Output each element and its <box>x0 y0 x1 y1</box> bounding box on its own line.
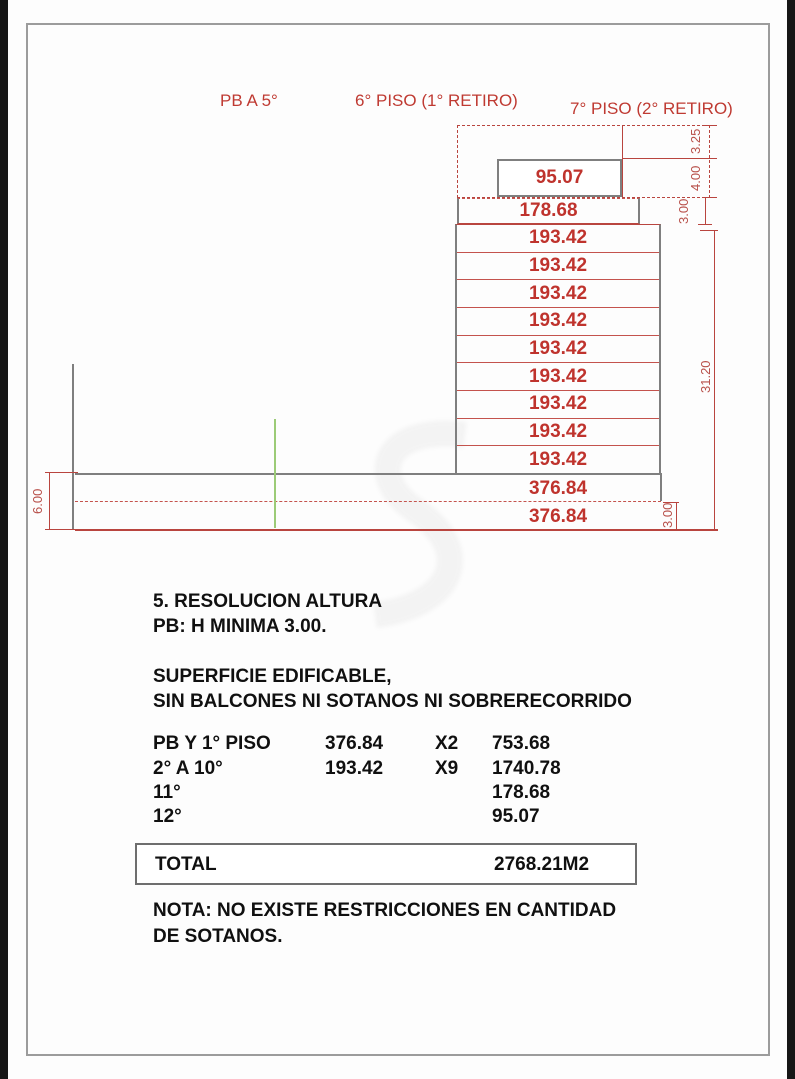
dim-text-4-00: 4.00 <box>688 165 703 192</box>
label-7-piso-retiro: 7° PISO (2° RETIRO) <box>570 99 733 118</box>
setback-line-green <box>274 419 276 528</box>
total-value: 2768.21M2 <box>494 854 590 875</box>
tower-floor-row <box>457 363 659 391</box>
floor-11-box <box>457 198 640 224</box>
retiro-2-divider-line <box>622 125 623 198</box>
floor-area-value: 193.42 <box>528 421 588 443</box>
floor-area-value: 193.42 <box>528 227 588 249</box>
podium-top-line <box>75 473 661 475</box>
scan-edge-left <box>0 0 8 1079</box>
dim-text-6-00: 6.00 <box>30 488 45 514</box>
floor-12-area: 95.07 <box>535 167 584 188</box>
tower-floors <box>455 224 661 473</box>
row-label: PB Y 1° PISO <box>153 733 271 754</box>
tower-floor-row <box>457 308 659 336</box>
dim-text-31-20: 31.20 <box>698 360 713 394</box>
note-pb-h-minima: PB: H MINIMA 3.00. <box>153 616 327 637</box>
floor-12-box <box>497 159 622 197</box>
floor-area-value: 193.42 <box>528 310 588 332</box>
floor-area-value: 193.42 <box>528 448 588 470</box>
table-row <box>0 806 795 830</box>
retiro-2-step-line <box>622 158 710 159</box>
dim-tick <box>700 230 718 231</box>
label-pb-a-5: PB A 5° <box>220 91 278 110</box>
tower-floor-row <box>457 391 659 419</box>
row-subtotal: 95.07 <box>492 806 540 827</box>
row-label: 2° A 10° <box>153 758 223 779</box>
scan-edge-right <box>787 0 795 1079</box>
dim-line-3-00-bottom <box>676 502 677 529</box>
table-row <box>0 733 795 757</box>
label-6-piso-retiro: 6° PISO (1° RETIRO) <box>355 91 518 110</box>
row-label: 12° <box>153 806 182 827</box>
floor-area-value: 193.42 <box>528 282 588 304</box>
ground-line <box>75 529 718 531</box>
floor-11-area: 178.68 <box>519 200 578 221</box>
tower-floor-row <box>457 225 659 253</box>
dim-tick <box>698 224 712 225</box>
dim-line-31-20 <box>714 230 715 529</box>
table-row <box>0 782 795 806</box>
floor-area-value: 193.42 <box>528 393 588 415</box>
tower-floor-row <box>457 280 659 308</box>
dim-tick <box>703 158 717 159</box>
nota-line-1: NOTA: NO EXISTE RESTRICCIONES EN CANTIDAD <box>153 900 617 921</box>
note-superficie-edificable: SUPERFICIE EDIFICABLE, <box>153 666 392 687</box>
floor-area-value: 193.42 <box>528 338 588 360</box>
nota-line-2: DE SOTANOS. <box>153 926 283 947</box>
dim-line-6-00 <box>49 473 50 529</box>
dim-tick <box>703 125 717 126</box>
row-subtotal: 1740.78 <box>492 758 561 779</box>
dim-text-3-25: 3.25 <box>688 128 703 155</box>
row-area: 376.84 <box>325 733 384 754</box>
tower-floor-row <box>457 419 659 447</box>
floor-area-value: 376.84 <box>528 478 588 499</box>
lot-boundary-line-left <box>72 364 74 529</box>
tower-floor-row <box>457 446 659 473</box>
row-subtotal: 178.68 <box>492 782 551 803</box>
note-sin-balcones: SIN BALCONES NI SOTANOS NI SOBRERECORRIDO <box>153 691 632 712</box>
dim-line-3-00-top <box>705 198 706 224</box>
podium-mid-dashed-line <box>75 501 661 502</box>
row-label: 11° <box>153 782 181 803</box>
tower-floor-row <box>457 253 659 281</box>
table-row <box>0 758 795 782</box>
podium-floor-row <box>455 506 661 528</box>
row-multiplier: X2 <box>435 733 459 754</box>
dim-text-3-00-top: 3.00 <box>676 198 691 225</box>
dim-tick <box>45 529 78 530</box>
floor-area-value: 376.84 <box>528 506 588 527</box>
floor-area-value: 193.42 <box>528 365 588 387</box>
total-box <box>135 843 637 885</box>
row-area: 193.42 <box>325 758 384 779</box>
dim-text-3-00-bottom: 3.00 <box>660 502 675 529</box>
podium-floor-row <box>455 478 661 500</box>
row-subtotal: 753.68 <box>492 733 551 754</box>
note-resolucion-altura: 5. RESOLUCION ALTURA <box>153 591 383 612</box>
tower-floor-row <box>457 336 659 364</box>
row-multiplier: X9 <box>435 758 459 779</box>
total-label: TOTAL <box>155 854 217 875</box>
floor-area-value: 193.42 <box>528 255 588 276</box>
